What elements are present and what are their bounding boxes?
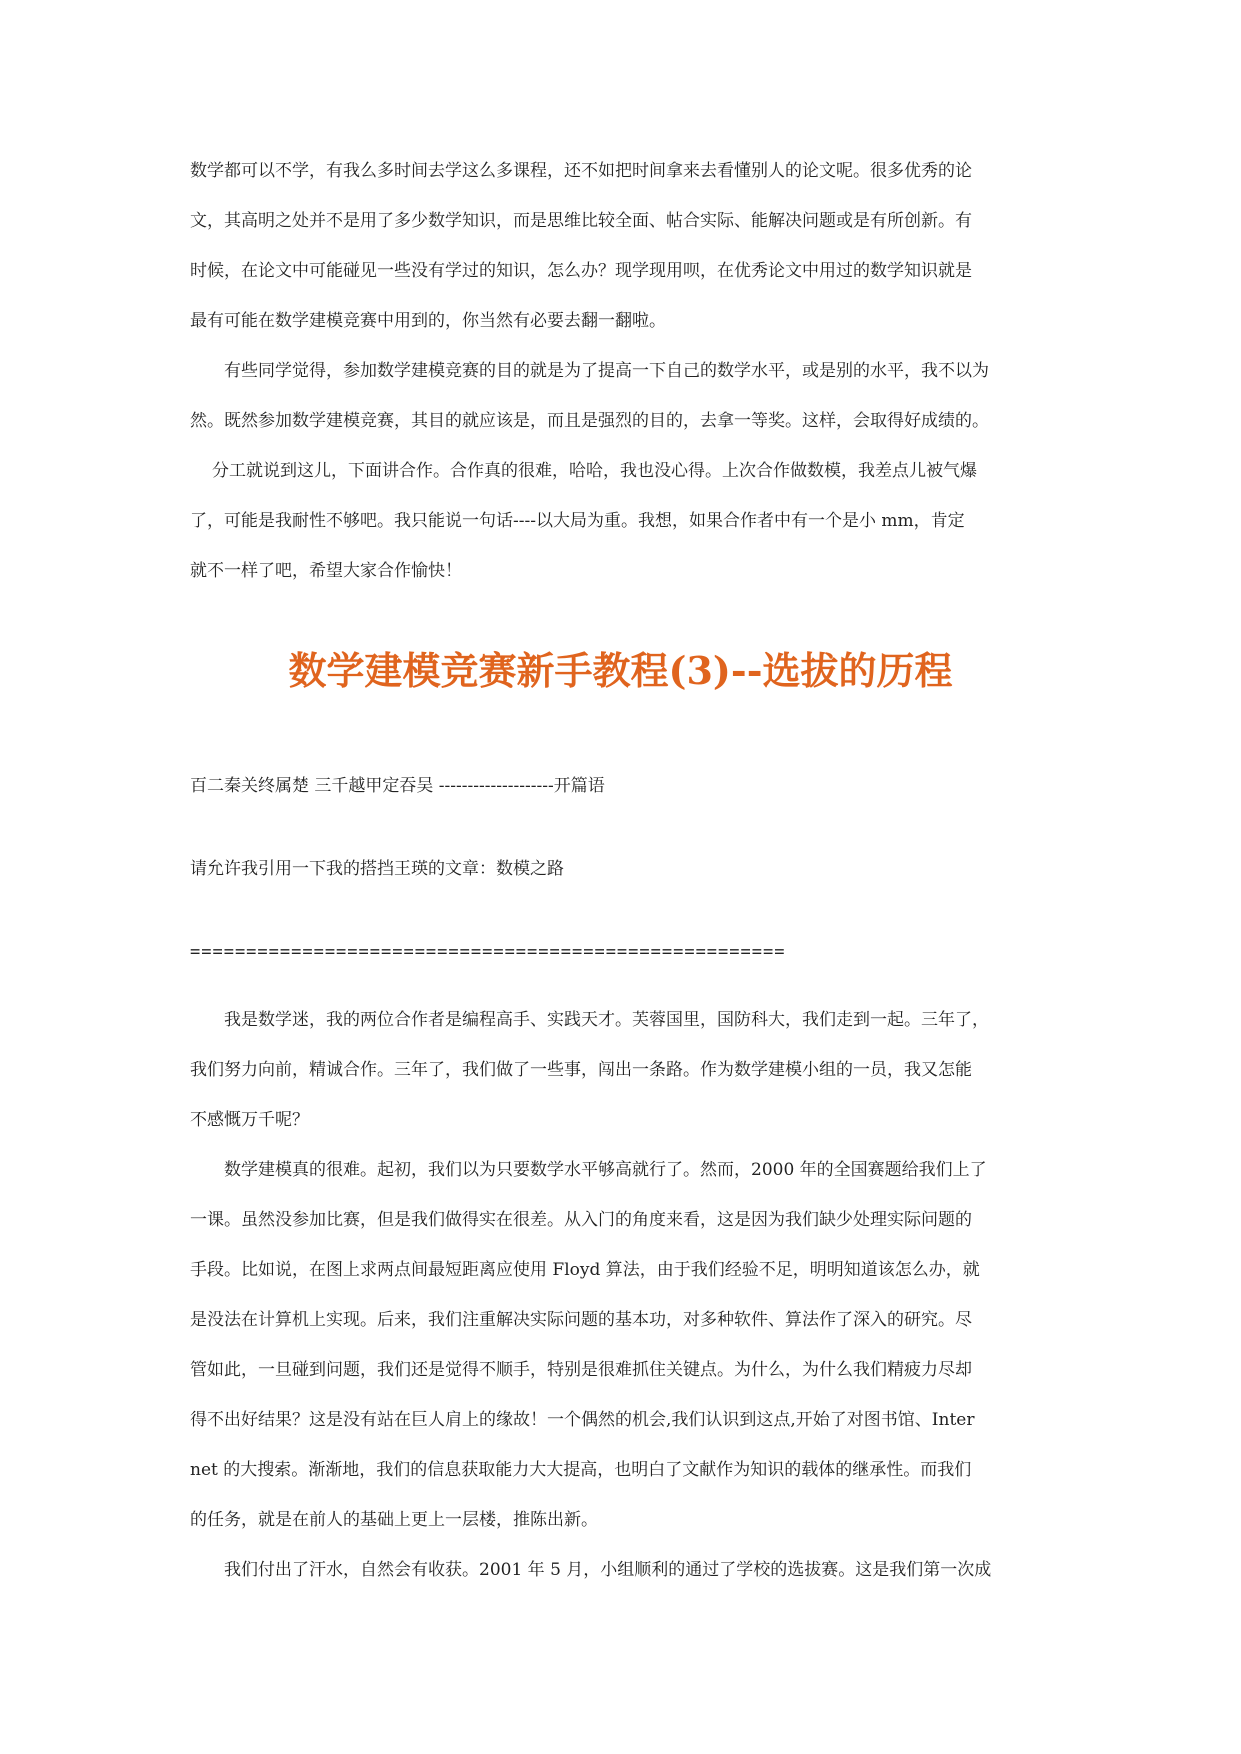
text-line: 数学都可以不学，有我么多时间去学这么多课程，还不如把时间拿来去看懂别人的论文呢。很多优秀的论	[190, 161, 972, 181]
text-line: 分工就说到这儿，下面讲合作。合作真的很难，哈哈，我也没心得。上次合作做数模，我差点儿被气爆	[212, 461, 977, 481]
paragraph-block-1	[190, 146, 1060, 596]
paragraph-block-2	[190, 995, 1060, 1595]
section-heading: 数学建模竞赛新手教程(3)--选拔的历程	[288, 648, 953, 693]
text-line: 文，其高明之处并不是用了多少数学知识，而是思维比较全面、帖合实际、能解决问题或是有所创新。有	[190, 211, 972, 231]
text-line: 手段。比如说，在图上求两点间最短距离应使用 Floyd 算法，由于我们经验不足，明明知道该怎么办，就	[190, 1260, 980, 1280]
text-line: net 的大搜索。渐渐地，我们的信息获取能力大大提高，也明白了文献作为知识的载体的继承性。而我们	[190, 1460, 972, 1480]
text-line: 不感慨万千呢？	[190, 1110, 309, 1130]
text-line: 时候，在论文中可能碰见一些没有学过的知识，怎么办？现学现用呗，在优秀论文中用过的数学知识就是	[190, 261, 972, 281]
epigraph: 百二秦关终属楚 三千越甲定吞吴 --------------------开篇语	[190, 776, 605, 796]
text-line: 我们付出了汗水，自然会有收获。2001 年 5 月，小组顺利的通过了学校的选拔赛。这是我们第一次成	[224, 1560, 992, 1580]
text-line: 的任务，就是在前人的基础上更上一层楼，推陈出新。	[190, 1510, 598, 1530]
text-line: 我们努力向前，精诚合作。三年了，我们做了一些事，闯出一条路。作为数学建模小组的一员，我又怎能	[190, 1060, 972, 1080]
quote-intro: 请允许我引用一下我的搭挡王瑛的文章：数模之路	[190, 859, 564, 879]
text-line: 有些同学觉得，参加数学建模竞赛的目的就是为了提高一下自己的数学水平，或是别的水平，我不以为	[224, 361, 989, 381]
text-line: 一课。虽然没参加比赛，但是我们做得实在很差。从入门的角度来看，这是因为我们缺少处理实际问题的	[190, 1210, 972, 1230]
separator-line: =====================================================	[190, 942, 786, 962]
text-line: 最有可能在数学建模竞赛中用到的，你当然有必要去翻一翻啦。	[190, 311, 666, 331]
text-line: 数学建模真的很难。起初，我们以为只要数学水平够高就行了。然而，2000 年的全国赛题给我们上了	[224, 1160, 987, 1180]
text-line: 然。既然参加数学建模竞赛，其目的就应该是，而且是强烈的目的，去拿一等奖。这样，会取得好成绩的。	[190, 411, 989, 431]
text-line: 管如此，一旦碰到问题，我们还是觉得不顺手，特别是很难抓住关键点。为什么，为什么我们精疲力尽却	[190, 1360, 972, 1380]
text-line: 就不一样了吧，希望大家合作愉快！	[190, 561, 462, 581]
text-line: 我是数学迷，我的两位合作者是编程高手、实践天才。芙蓉国里，国防科大，我们走到一起。三年了，	[224, 1010, 989, 1030]
text-line: 得不出好结果？这是没有站在巨人肩上的缘故！一个偶然的机会,我们认识到这点,开始了对图书馆、Inter	[190, 1410, 975, 1430]
text-line: 了，可能是我耐性不够吧。我只能说一句话----以大局为重。我想，如果合作者中有一个是小 mm，肯定	[190, 511, 965, 531]
text-line: 是没法在计算机上实现。后来，我们注重解决实际问题的基本功，对多种软件、算法作了深入的研究。尽	[190, 1310, 972, 1330]
